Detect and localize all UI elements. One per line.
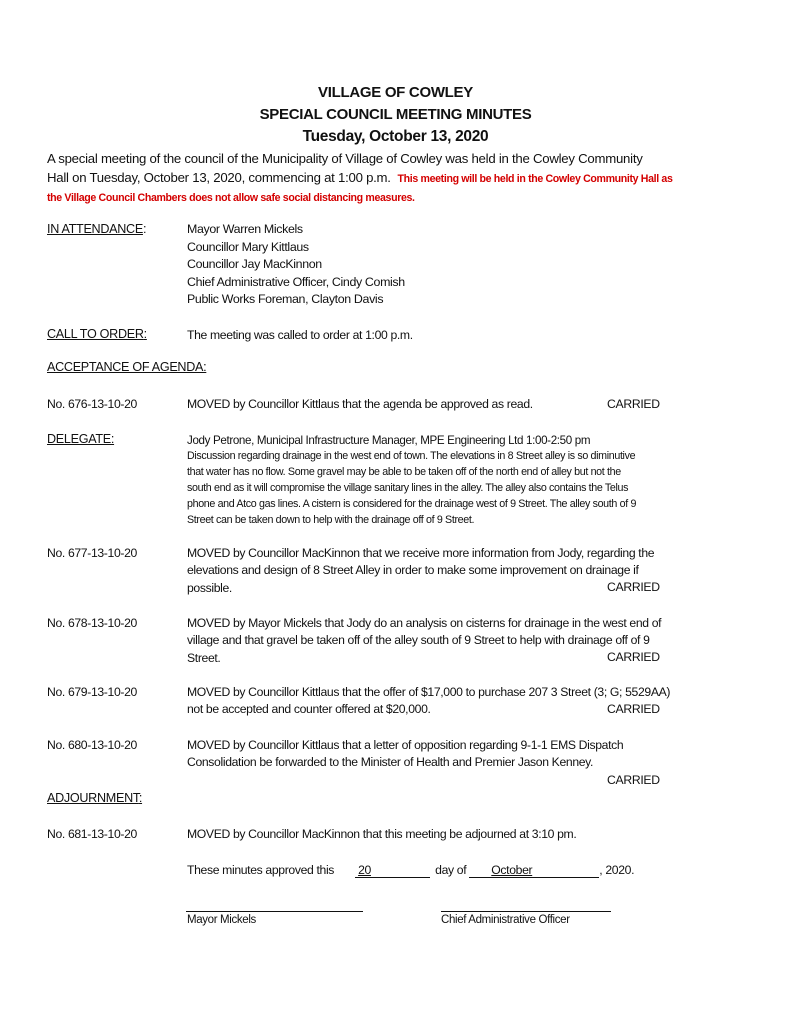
motion-line: MOVED by Mayor Mickels that Jody do an analysis on cisterns for drainage in the west end of [187, 616, 662, 630]
motion-line: possible. [187, 580, 232, 595]
intro-paragraph [47, 149, 767, 208]
mayor-signature-line[interactable] [186, 911, 363, 912]
delegate-heading-text: Jody Petrone, Municipal Infrastructure Manager, MPE Engineering Ltd 1:00-2:50 pm [187, 434, 591, 447]
attendee: Councillor Mary Kittlaus [187, 239, 309, 254]
motion-number: No. 678-13-10-20 [47, 616, 137, 630]
cao-signature-line[interactable] [441, 911, 611, 912]
delegate-line: that water has no flow. Some gravel may be able to be taken off of the north end of alley but not the [187, 466, 621, 479]
approval-day: 20 [358, 863, 371, 877]
approval-day-field[interactable] [355, 863, 430, 878]
attendee: Mayor Warren Mickels [187, 222, 303, 236]
motion-line: MOVED by Councillor MacKinnon that we receive more information from Jody, regarding the [187, 546, 655, 560]
motion-text [187, 615, 767, 667]
motion-line: Street. [187, 650, 221, 665]
motion-line: MOVED by Councillor Kittlaus that the agenda be approved as read. [187, 397, 533, 411]
motion-text [187, 396, 767, 413]
attendee: Chief Administrative Officer, Cindy Comish [187, 274, 405, 289]
distancing-notice-part-1: This meeting will be held in the Cowley Community Hall as [397, 173, 673, 185]
delegate-line: Discussion regarding drainage in the west end of town. The elevations in 8 Street alley is so diminutive [187, 450, 636, 463]
approval-prefix: These minutes approved this [187, 863, 335, 877]
cao-signature-label: Chief Administrative Officer [441, 914, 570, 926]
approval-day-of: day of [435, 863, 467, 877]
intro-line-2 [47, 168, 767, 189]
distancing-notice-part-2: the Village Council Chambers does not allow safe social distancing measures. [47, 192, 415, 204]
motion-line: Consolidation be forwarded to the Minister of Health and Premier Jason Kenney. [187, 755, 594, 770]
call-to-order-colon: : [143, 327, 147, 341]
call-to-order-heading [47, 327, 147, 341]
delegate-heading: DELEGATE: [47, 432, 115, 446]
motion-status: CARRIED [607, 773, 660, 787]
adjournment-motion-text: MOVED by Councillor MacKinnon that this meeting be adjourned at 3:10 pm. [187, 827, 577, 841]
attendance-label: IN ATTENDANCE [47, 222, 143, 236]
motion-status: CARRIED [607, 650, 660, 664]
adjournment-heading [47, 791, 142, 805]
motion-status: CARRIED [607, 397, 660, 411]
motion-number: No. 680-13-10-20 [47, 738, 137, 752]
mayor-signature-label: Mayor Mickels [187, 914, 256, 926]
approval-month-field[interactable] [469, 863, 599, 878]
motion-line: not be accepted and counter offered at $20,000. [187, 702, 431, 717]
approval-statement [187, 862, 634, 879]
motion-number: No. 676-13-10-20 [47, 397, 137, 411]
intro-line-1: A special meeting of the council of the Municipality of Village of Cowley was held in the Cowley Community [47, 151, 643, 166]
motion-text [187, 684, 767, 719]
attendance-heading [47, 222, 146, 236]
adjournment-label: ADJOURNMENT [47, 791, 139, 805]
org-name: VILLAGE OF COWLEY [318, 84, 473, 101]
attendance-list [187, 221, 405, 309]
attendee: Public Works Foreman, Clayton Davis [187, 292, 384, 306]
approval-year: , 2020. [599, 863, 635, 877]
motion-number: No. 679-13-10-20 [47, 685, 137, 699]
attendance-colon: : [142, 222, 147, 236]
call-to-order-label: CALL TO ORDER [47, 327, 144, 341]
delegate-line: south end as it will compromise the village sanitary lines in the alley. The alley also contains the Telus [187, 482, 629, 494]
motion-line: elevations and design of 8 Street Alley in order to make some improvement on drainage if [187, 563, 639, 578]
call-to-order-text: The meeting was called to order at 1:00 p.m. [187, 328, 413, 342]
approval-month: October [491, 863, 533, 877]
motion-number: No. 677-13-10-20 [47, 546, 137, 560]
motion-text [187, 545, 767, 597]
motion-text [187, 737, 767, 772]
motion-number: No. 681-13-10-20 [47, 827, 137, 841]
motion-status: CARRIED [607, 702, 660, 716]
motion-line: village and that gravel be taken off of the alley south of 9 Street to help with drainage off of 9 [187, 633, 650, 648]
motion-line: MOVED by Councillor Kittlaus that a letter of opposition regarding 9-1-1 EMS Dispatch [187, 738, 624, 752]
adjournment-colon: : [138, 791, 143, 805]
meeting-date: Tuesday, October 13, 2020 [302, 128, 489, 145]
delegate-line: Street can be taken down to help with the drainage off of 9 Street. [187, 513, 475, 526]
attendee: Councillor Jay MacKinnon [187, 257, 322, 271]
document-title: SPECIAL COUNCIL MEETING MINUTES [259, 106, 532, 123]
delegate-line: phone and Atco gas lines. A cistern is considered for the drainage west of 9 Street. The alley south of 9 [187, 497, 637, 510]
delegate-section [187, 432, 636, 528]
delegate-discussion [187, 449, 636, 528]
intro-line-2-text: Hall on Tuesday, October 13, 2020, commencing at 1:00 p.m. [47, 170, 391, 185]
motion-status: CARRIED [607, 580, 660, 594]
acceptance-of-agenda-heading: ACCEPTANCE OF AGENDA: [47, 360, 207, 374]
motion-line: MOVED by Councillor Kittlaus that the offer of $17,000 to purchase 207 3 Street (3; G; 5529AA) [187, 685, 671, 699]
